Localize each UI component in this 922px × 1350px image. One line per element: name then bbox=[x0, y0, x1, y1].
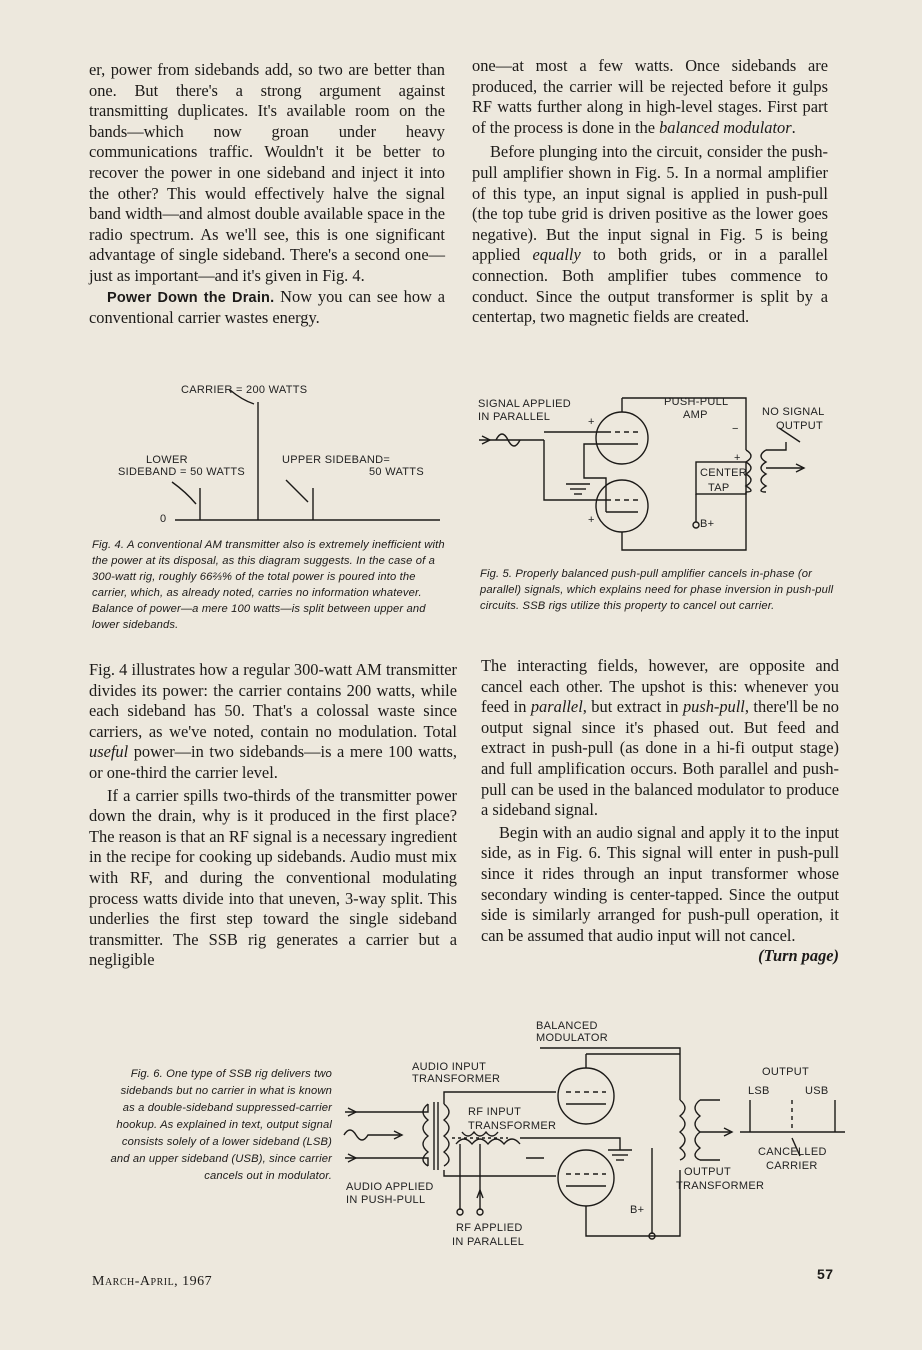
emphasis: equally bbox=[532, 245, 581, 265]
turn-page-note: (Turn page) bbox=[758, 946, 839, 966]
fig6-grid-bottom-wire bbox=[444, 1170, 556, 1176]
paragraph-text: , but extract in bbox=[582, 697, 683, 717]
fig5-signal-label-2: IN PARALLEL bbox=[478, 411, 551, 423]
fig5-tube-top bbox=[596, 412, 648, 464]
fig6-audio-secondary bbox=[444, 1104, 449, 1166]
paragraph-text: Fig. 4 illustrates how a regular 300-watt AM transmitter divides its power: the carrier contains 200 watts, while each sideband has 50. That's a colossal waste since carriers, as we've noted, contain no modulation. Total bbox=[89, 660, 457, 741]
paragraph-text: one—at most a few watts. Once sidebands are produced, the carrier will be rejected before it gulps RF watts further along in high-level stages. First part of the process is done in the bbox=[472, 56, 828, 137]
left-column-mid bbox=[89, 660, 457, 971]
emphasis: useful bbox=[89, 742, 129, 762]
fig6-tube-top bbox=[558, 1068, 614, 1124]
fig6-rf-primary bbox=[456, 1139, 520, 1144]
fig4-upper-pointer bbox=[286, 480, 308, 502]
fig6-output-secondary bbox=[695, 1100, 700, 1160]
fig5-pushpull-label-2: AMP bbox=[683, 409, 708, 421]
paragraph bbox=[89, 660, 457, 784]
fig6-audio-in-label-1: AUDIO INPUT bbox=[412, 1061, 487, 1073]
fig6-balanced-bracket bbox=[540, 1048, 680, 1100]
fig6-grid-top-wire bbox=[444, 1092, 556, 1104]
fig6-sine bbox=[344, 1130, 400, 1140]
fig6-out-tr-label-2: TRANSFORMER bbox=[676, 1180, 765, 1192]
fig6-rf-secondary bbox=[462, 1132, 498, 1136]
fig6-bplus-label: B+ bbox=[630, 1204, 645, 1216]
fig5-plus-bottom: + bbox=[588, 514, 595, 526]
paragraph-text: Now you can see how a conventional carrier wastes energy. bbox=[89, 286, 446, 328]
fig5-tube-bottom bbox=[596, 480, 648, 532]
fig5-plus-top: + bbox=[588, 416, 595, 428]
paragraph bbox=[472, 56, 828, 138]
fig5-bplus-label: B+ bbox=[700, 518, 715, 530]
caption-text: Fig. 6. One type of SSB rig delivers two sidebands but no carrier in what is known as a double-sideband suppressed-carrier hookup. As explained in text, output signal consists solely of a lower sideband (LSB) and an upper sideband (USB), since carrier cancels out in modulator. bbox=[110, 1068, 332, 1182]
fig4-lower-pointer bbox=[172, 482, 196, 504]
footer-date: March-April, 1967 bbox=[92, 1274, 213, 1289]
fig6-cancelled-label-1: CANCELLED bbox=[758, 1146, 827, 1158]
fig4-upper-label-1: UPPER SIDEBAND= bbox=[282, 454, 391, 466]
paragraph-text: The interacting fields, however, are opposite and cancel each other. The upshot is this: whenever you feed in bbox=[481, 656, 839, 717]
fig6-audio-line-top bbox=[345, 1104, 428, 1112]
caption-text: Fig. 5. Properly balanced push-pull amplifier cancels in-phase (or parallel) signals, which explains need for phase inversion in push-pull circuits. SSB rigs utilize this property to cancel out carrier. bbox=[480, 568, 834, 612]
caption-text: Fig. 4. A conventional AM transmitter also is extremely inefficient with the power at its disposal, as this diagram suggests. In the case of a 300-watt rig, roughly 66⅔% of the total power is poured into the carrier, which, as already noted, carries no information whatever. Balance of power—a mere 100 watts—is split between upper and lower sidebands. bbox=[92, 539, 445, 631]
fig6-output-label: OUTPUT bbox=[762, 1066, 810, 1078]
emphasis: parallel bbox=[530, 697, 583, 717]
fig4-zero-label: 0 bbox=[160, 513, 167, 525]
fig5-bplus-terminal bbox=[693, 522, 699, 528]
fig5-pushpull-label-1: PUSH-PULL bbox=[664, 396, 729, 408]
paragraph-text: to both grids, or in a parallel connection. Both amplifier tubes commence to conduct. Since the output transformer is split by a centertap, two magnetic fields are created. bbox=[472, 245, 828, 327]
fig5-secondary-top bbox=[766, 442, 786, 450]
paragraph-text: Before plunging into the circuit, consider the push-pull amplifier shown in Fig. 5. In a normal amplifier of this type, an input signal is applied in push-pull (the top tube grid is driven positive as the lower goes negative). But the input signal in Fig. 5 is being applied bbox=[472, 142, 828, 265]
fig5-minus-top: − bbox=[732, 423, 739, 435]
fig6-cancelled-label-2: CARRIER bbox=[766, 1160, 818, 1172]
paragraph-text: . bbox=[791, 117, 796, 137]
emphasis: balanced modulator bbox=[659, 117, 792, 137]
section-heading: Power Down the Drain. bbox=[107, 289, 275, 306]
fig6-rf-in-label-2: TRANSFORMER bbox=[468, 1120, 557, 1132]
paragraph-text: , there'll be no output signal since it's phased out. But feed and extract in push-pull (as done in a hi-fi output stage) and full amplification occurs. Both parallel and push-pull can be used in the balanced modulator to produce a sideband signal. bbox=[481, 697, 839, 820]
fig5-plate-wire-bottom bbox=[622, 492, 746, 550]
fig6-tube-bottom bbox=[558, 1150, 614, 1206]
fig6-lsb-label: LSB bbox=[748, 1085, 770, 1097]
fig6-cathode-bus bbox=[520, 1138, 620, 1150]
page-number: 57 bbox=[817, 1266, 834, 1282]
paragraph: If a carrier spills two-thirds of the transmitter power down the drain, why is it produced in the first place? The reason is that an RF signal is a necessary ingredient in the recipe for cooking up sidebands. Audio must mix with RF, and during the conventional modulating process watts divide into that uneven, 3-way split. This underlies the first step toward the single sideband transmitter. The SSB rig generates a carrier but a negligible bbox=[89, 785, 457, 970]
fig6-plate-wire-bottom bbox=[586, 1170, 680, 1236]
paragraph bbox=[481, 822, 839, 966]
fig6-audio-applied-label-2: IN PUSH-PULL bbox=[346, 1194, 426, 1206]
fig6-balanced-label-1: BALANCED bbox=[536, 1020, 598, 1032]
fig5-plus-transformer: + bbox=[734, 452, 741, 464]
fig5-centertap-label-1: CENTER bbox=[700, 467, 748, 479]
fig6-audio-applied-label-1: AUDIO APPLIED bbox=[346, 1181, 434, 1193]
paragraph: er, power from sidebands add, so two are better than one. But there's a strong argument against transmitting duplicates. It's available room on the bands—which now groan under heavy communications traffic. Wouldn't it be better to recover the power in one sideband and inject it into the other? This would effectively halve the signal band width—and almost double available space in the radio spectrum. As we'll see, this is one significant advantage of single sideband. There's a second one—just as important—and it's given in Fig. 4. bbox=[89, 60, 445, 285]
fig6-out-tr-label-1: OUTPUT bbox=[684, 1166, 732, 1178]
fig6-rf-in-label-1: RF INPUT bbox=[468, 1106, 522, 1118]
fig4-carrier-label: CARRIER = 200 WATTS bbox=[181, 384, 308, 396]
fig5-cathode-bus bbox=[584, 444, 606, 512]
fig5-nosignal-label-2: OUTPUT bbox=[776, 420, 824, 432]
right-column-top bbox=[472, 56, 828, 328]
fig6-audio-in-label-2: TRANSFORMER bbox=[412, 1073, 501, 1085]
fig4-upper-label-2: 50 WATTS bbox=[369, 466, 424, 478]
paragraph-text: Begin with an audio signal and apply it to the input side, as in Fig. 6. This signal will enter in push-pull since it rides through an input transformer whose secondary winding is center-tapped. Since the output side is similarly arranged for push-pull operation, it can be assumed that audio input will not cancel. bbox=[481, 822, 839, 945]
fig5-grid-bus bbox=[544, 440, 606, 500]
emphasis: push-pull bbox=[682, 697, 745, 717]
fig5-nosignal-label-1: NO SIGNAL bbox=[762, 406, 825, 418]
fig6-audio-line-bottom bbox=[345, 1158, 428, 1166]
fig4-caption bbox=[92, 537, 452, 633]
fig5-secondary-coil bbox=[761, 450, 766, 492]
fig5-signal-label-1: SIGNAL APPLIED bbox=[478, 398, 572, 410]
left-column-top bbox=[89, 60, 445, 329]
fig6-audio-primary bbox=[423, 1104, 428, 1166]
fig6-rf-applied-label-2: IN PARALLEL bbox=[452, 1236, 525, 1248]
fig6-usb-label: USB bbox=[805, 1085, 829, 1097]
fig6-caption bbox=[110, 1066, 332, 1185]
fig4-lower-label-2: SIDEBAND = 50 WATTS bbox=[118, 466, 246, 478]
fig6-balanced-label-2: MODULATOR bbox=[536, 1032, 608, 1044]
fig5-centertap-label-2: TAP bbox=[708, 482, 730, 494]
fig6-output-primary bbox=[680, 1100, 685, 1160]
paragraph bbox=[481, 656, 839, 821]
fig5-caption bbox=[480, 566, 836, 614]
paragraph bbox=[89, 287, 445, 329]
paragraph-text: power—in two sidebands—is a mere 100 watts, or one-third the carrier level. bbox=[89, 742, 457, 782]
paragraph bbox=[472, 142, 828, 327]
right-column-mid bbox=[481, 656, 839, 967]
fig6-rf-applied-label-1: RF APPLIED bbox=[456, 1222, 523, 1234]
fig4-lower-label-1: LOWER bbox=[146, 454, 188, 466]
